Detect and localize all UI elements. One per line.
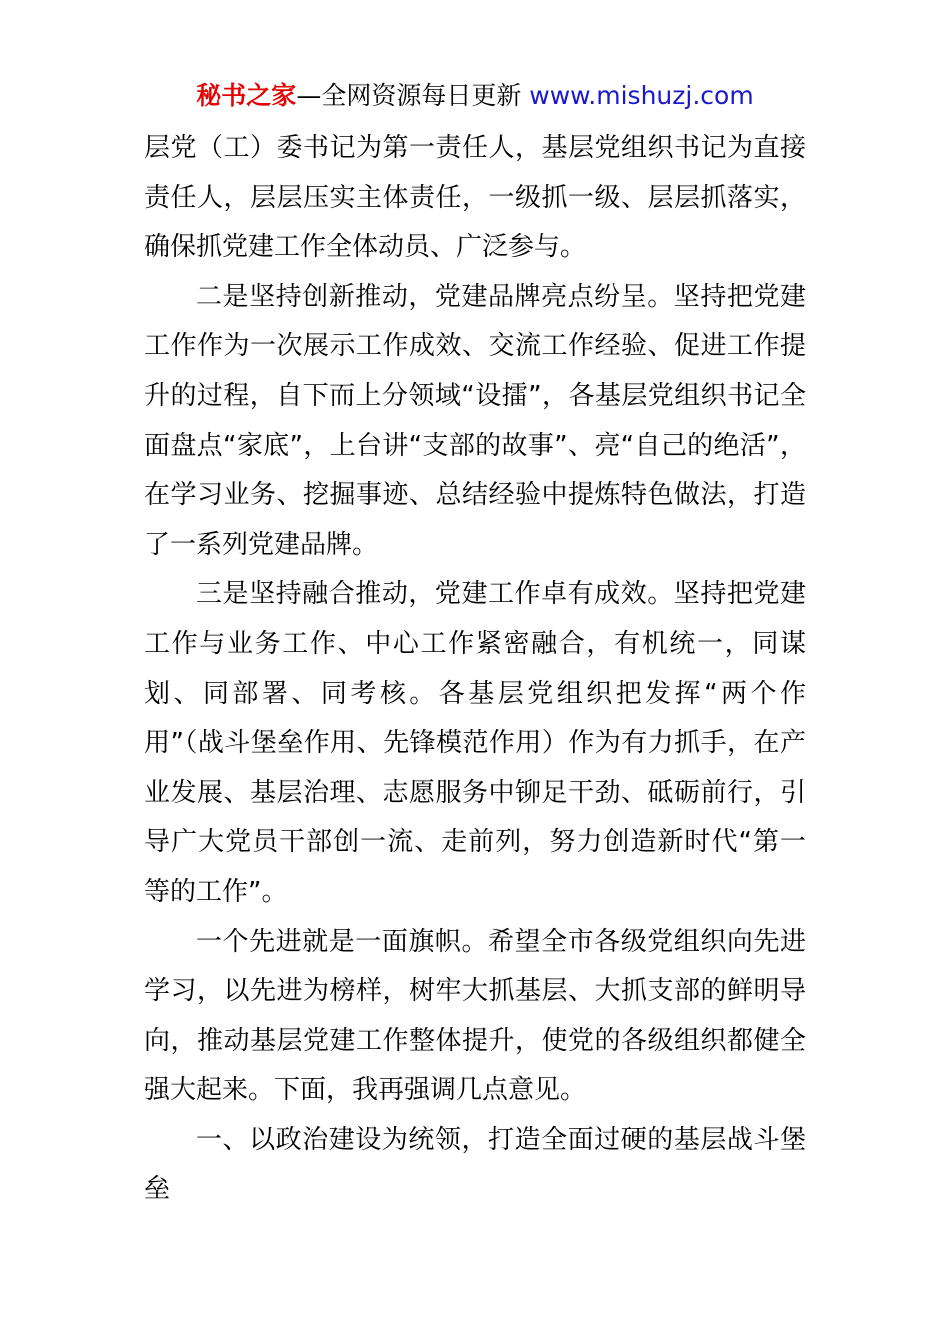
page-header bbox=[0, 80, 950, 112]
paragraph-4: 一个先进就是一面旗帜。希望全市各级党组织向先进学习，以先进为榜样，树牢大抓基层、大抓支部的鲜明导向，推动基层党建工作整体提升，使党的各级组织都健全强大起来。下面，我再强调几点意见。 bbox=[144, 926, 806, 1106]
document-body bbox=[144, 124, 806, 1215]
paragraph-1: 层党（工）委书记为第一责任人，基层党组织书记为直接责任人，层层压实主体责任，一级抓一级、层层抓落实，确保抓党建工作全体动员、广泛参与。 bbox=[144, 133, 806, 263]
paragraph-2: 二是坚持创新推动，党建品牌亮点纷呈。坚持把党建工作作为一次展示工作成效、交流工作经验、促进工作提升的过程，自下而上分领域“设擂”，各基层党组织书记全面盘点“家底”，上台讲“支部的故事”、亮“自己的绝活”，在学习业务、挖掘事迹、总结经验中提炼特色做法，打造了一系列党建品牌。 bbox=[144, 281, 806, 560]
paragraph-3: 三是坚持融合推动，党建工作卓有成效。坚持把党建工作与业务工作、中心工作紧密融合，有机统一，同谋划、同部署、同考核。各基层党组织把发挥“两个作用”（战斗堡垒作用、先锋模范作用）作为有力抓手，在产业发展、基层治理、志愿服务中铆足干劲、砥砺前行，引导广大党员干部创一流、走前列，努力创造新时代“第一等的工作”。 bbox=[144, 579, 806, 907]
header-brand: 秘书之家 bbox=[196, 81, 297, 110]
header-tagline: —全网资源每日更新 bbox=[296, 81, 530, 110]
header-url-link[interactable]: www.mishuzj.com bbox=[529, 81, 754, 110]
section-heading-1: 一、以政治建设为统领，打造全面过硬的基层战斗堡垒 bbox=[144, 1124, 806, 1205]
